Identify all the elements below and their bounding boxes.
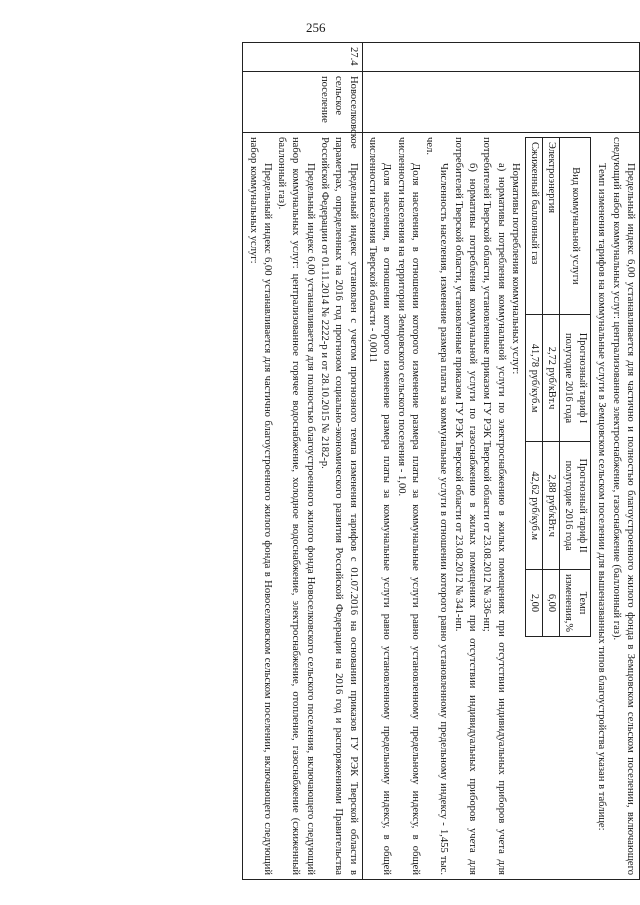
- settlement-name-cell: [362, 72, 639, 133]
- paragraph: Нормативы потребления коммунальных услуг:: [509, 163, 521, 375]
- paragraph: Предельный индекс установлен с учетом прогнозного темпа изменения тарифов с 01.07.2016 на основании приказов ГУ РЭК Тверской области в параметрах, определенных на 2016 год прогнозом социально-экономического развития Российской Федерации на 2016 год и распоряжениями Правительства Российской Федерации от 01.11.2014 № 2222-р и от 28.10.2015 № 2182-р.: [319, 137, 359, 875]
- paragraph: Численность населения, изменение размера платы за коммунальные услуги в отношении которого равно установленному предельному индексу - 1,455 тыс. чел.: [424, 137, 450, 875]
- rotated-page-content: [80, 42, 640, 880]
- page-number: 256: [306, 20, 326, 35]
- settlement-name-cell: Новоселковское сельское поселение: [243, 72, 362, 133]
- table-header-row: [560, 138, 591, 637]
- table-row: [542, 138, 559, 637]
- paragraph: Темп изменения тарифов на коммунальные услуги в Земцовском сельском поселении для вышеназванных типов благоустройства указан в таблице:: [596, 163, 608, 831]
- table-cell: 42,62 руб/куб.м: [525, 442, 542, 570]
- tariff-rate-table: [525, 137, 591, 637]
- paragraph: а) нормативы потребления коммунальной услуги по электроснабжению в жилых помещениях при отсутствии индивидуальных приборов учета для потребителей Тверской области, установленные приказом ГУ РЭК Тверской области от 23.08.2012 № 336-нп;: [481, 137, 507, 875]
- table-cell: 41,78 руб/куб.м: [525, 314, 542, 442]
- table-cell: Сжиженный баллонный газ: [525, 138, 542, 315]
- table-cell: 2,00: [525, 569, 542, 636]
- column-header: Прогнозный тариф II полугодие 2016 года: [560, 442, 591, 570]
- row-number-cell: [362, 43, 639, 72]
- table-row: [525, 138, 542, 637]
- description-cell: [243, 133, 362, 880]
- paragraph: Предельный индекс 6,00 устанавливается для частично и полностью благоустроенного жилого фонда в Земцовском сельском поселении, включающего следующий набор коммунальных услуг: централизованное электроснабжение, газоснабжение (баллонный газ).: [610, 137, 636, 875]
- paragraph: Доля населения, в отношении которого изменение размера платы за коммунальные услуги равно установленному предельному индексу, в общей численности населения Тверской области - 0,0011: [366, 137, 393, 875]
- paragraph: Доля населения, в отношении которого изменение размера платы за коммунальные услуги равно установленному предельному индексу, в общей численности населения на территории Земцовского сельского поселения - 1,00.: [395, 137, 421, 875]
- table-cell: 6,00: [542, 569, 559, 636]
- paragraph: Предельный индекс 6,00 устанавливается для частично благоустроенного жилого фонда в Новоселковском сельском поселении, включающего следующий набор коммунальных услуг:: [247, 137, 273, 875]
- table-cell: 2,72 руб/кВт.ч: [542, 314, 559, 442]
- column-header: Темп изменения,%: [560, 569, 591, 636]
- paragraph: б) нормативы потребления коммунальной услуги по газоснабжению в жилых помещениях при отсутствии индивидуальных приборов учета для потребителей Тверской области, установленные приказом ГУ РЭК Тверской области от 23.08.2012 № 341-нп.: [452, 137, 479, 875]
- tariff-table: [242, 42, 640, 880]
- table-cell: 2,88 руб/кВт.ч: [542, 442, 559, 570]
- row-number-cell: 27.4: [243, 43, 362, 72]
- table-row: [243, 43, 362, 880]
- description-cell: [362, 133, 639, 880]
- table-row: [362, 43, 639, 880]
- table-cell: Электроэнергия: [542, 138, 559, 315]
- column-header: Вид коммунальной услуги: [560, 138, 591, 315]
- column-header: Прогнозный тариф I полугодие 2016 года: [560, 314, 591, 442]
- paragraph: Предельный индекс 6,00 устанавливается для полностью благоустроенного жилого фонда Новоселковского сельского поселения, включающего следующий набор коммунальных услуг: централизованное горячее водоснабжение, холодное водоснабжение, электроснабжение, отопление, газоснабжение (сжиженный баллонный газ).: [276, 137, 316, 875]
